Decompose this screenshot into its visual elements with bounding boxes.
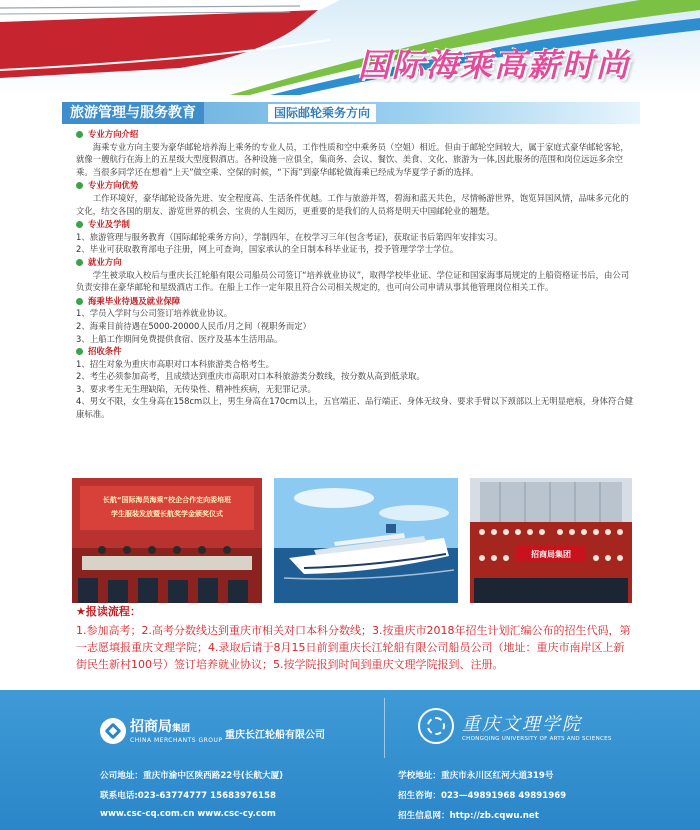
bullet-icon xyxy=(76,221,83,228)
section-title: 专业及学制 xyxy=(76,218,636,231)
school-name: 重庆文理学院 xyxy=(462,714,582,735)
bullet-icon xyxy=(76,131,83,138)
list-item: 1、学员入学时与公司签订培养就业协议。 xyxy=(76,308,233,319)
footer-divider xyxy=(384,698,385,758)
group-photo xyxy=(470,478,632,603)
bullet-icon xyxy=(76,182,83,189)
list-item: 2、考生必须参加高考，且成绩达到重庆市高职对口本科旅游类分数线，按分数从高到低录取。 xyxy=(76,371,425,382)
flow-text: 1.参加高考；2.高考分数线达到重庆市相关对口本科分数线；3.按重庆市2018年招生计划汇编公布的招生代码，第一志愿填报重庆文理学院；4.录取后请于8月15日前到重庆长江轮船有限公司船员公司（地址：重庆市南岸区上新街民生新村100号）签订培养就业协议；5.按学院报到时间到重庆文理学院报到、注册。 xyxy=(76,624,631,671)
section-header-main: 旅游管理与服务教育 xyxy=(62,102,204,124)
paragraph: 工作环境好，豪华邮轮设备先进、安全程度高、生活条件优越。工作与旅游并驾，碧海和蓝天共色，尽情畅游世界，饱览异国风情，品味多元化的文化，结交各国的朋友、游览世界的机会、宝贵的人生阅历，更重要的是我们的人员将是明天中国邮轮业的翘楚。 xyxy=(76,192,629,216)
header-banner xyxy=(0,0,700,95)
company-name: 重庆长江轮船有限公司 xyxy=(225,730,325,741)
bullet-icon xyxy=(76,259,83,266)
section-title: 就业方向 xyxy=(76,256,636,269)
school-logo xyxy=(418,708,612,744)
section-header-sub: 国际邮轮乘务方向 xyxy=(268,104,376,122)
company-phone: 联系电话:023-63774777 15683976158 xyxy=(100,791,276,801)
cruise-ship-photo xyxy=(274,478,458,603)
list-item: 3、要求考生无生理缺陷，无传染性、精神性疾病，无犯罪记录。 xyxy=(76,383,316,394)
footer xyxy=(0,690,700,830)
banner-title: 国际海乘高薪时尚 xyxy=(357,46,630,84)
group-scene xyxy=(470,478,632,603)
bullet-icon xyxy=(76,298,83,305)
school-phone: 招生咨询：023—49891968 49891969 xyxy=(398,791,567,801)
ceremony-photo xyxy=(72,478,262,603)
group-banner-text: 招商局集团 xyxy=(531,550,571,559)
photo-strip xyxy=(72,478,634,603)
list-item: 2、海乘目前待遇在5000-20000人民币/月之间（视职务而定） xyxy=(76,320,312,331)
ceremony-banner-text: 长航“国际海员海乘”校企合作定向委培班 xyxy=(102,496,232,504)
registration-flow xyxy=(76,604,632,673)
school-emblem-icon xyxy=(418,708,454,744)
list-item: 1、旅游管理与服务教育（国际邮轮乘务方向），学制四年，在校学习三年(包含考证)，获取证书后第四年安排实习。 xyxy=(76,231,503,242)
paragraph: 海乘专业方向主要为豪华邮轮培养海上乘务的专业人员，工作性质和空中乘务员（空姐）相近。但由于邮轮空间较大，属于家庭式豪华邮轮客轮，就像一艘航行在海上的五星级大型度假酒店。各种设施一应俱全，集商务、会议、餐饮、美食、文化、旅游为一体,因此服务的范围和岗位远远多余空乘。当很多同学还在想着“上天”做空乘、空保的时候，“下海”到豪华邮轮做海乘已经成为华夏学子新的选择。 xyxy=(76,141,629,177)
section-title: 海乘毕业待遇及就业保障 xyxy=(76,295,636,308)
section-title: 专业方向优势 xyxy=(76,179,636,192)
list-item: 2、毕业可获取教育部电子注册，网上可查询，国家承认的全日制本科毕业证书，授予管理学学士学位。 xyxy=(76,244,459,255)
company-address: 公司地址：重庆市渝中区陕西路22号(长航大厦) xyxy=(100,771,284,781)
ceremony-banner-text-2: 学生服装发放暨长航奖学金颁奖仪式 xyxy=(111,510,223,518)
bullet-icon xyxy=(76,348,83,355)
list-item: 3、上船工作期间免费提供食宿、医疗及基本生活用品。 xyxy=(76,333,283,344)
list-item: 4、男女不限，女生身高在158cm以上，男生身高在170cm以上，五官端正、品行端正、身体无纹身、要求手臂以下颈部以上无明显疤痕，身体符合健康标准。 xyxy=(76,396,633,420)
cmg-logo-icon xyxy=(100,718,126,744)
brand-name: 招商局 xyxy=(130,718,172,735)
section-title: 专业方向介绍 xyxy=(76,128,636,141)
list-item: 1、招生对象为重庆市高职对口本科旅游类合格考生。 xyxy=(76,358,274,369)
brand-suffix: 集团 xyxy=(172,723,191,734)
section-title: 招收条件 xyxy=(76,345,636,358)
brand-en: CHINA MERCHANTS GROUP xyxy=(130,736,223,744)
paragraph: 学生被录取入校后与重庆长江轮船有限公司船员公司签订“培养就业协议”，取得学校毕业证、学位证和国家海事局规定的上船资格证书后，由公司负责安排在豪华邮轮和星级酒店工作。在船上工作一定年限且符合公司相关规定的，也可向公司申请从事其他管理岗位相关工作。 xyxy=(76,269,630,293)
cmg-logo xyxy=(100,718,223,744)
section-header xyxy=(62,102,640,124)
school-address: 学校地址：重庆市永川区红河大道319号 xyxy=(398,771,554,781)
ceremony-scene xyxy=(72,478,262,603)
cruise-ship-scene xyxy=(274,478,458,603)
flow-title: ★报读流程： xyxy=(76,605,141,618)
school-website[interactable]: 招生信息网：http://zb.cqwu.net xyxy=(398,811,539,821)
school-name-en: CHONGQING UNIVERSITY OF ARTS AND SCIENCES xyxy=(462,736,612,742)
body-text xyxy=(76,128,636,421)
company-website[interactable]: www.csc-cq.com.cn www.csc-cy.com xyxy=(100,809,276,819)
